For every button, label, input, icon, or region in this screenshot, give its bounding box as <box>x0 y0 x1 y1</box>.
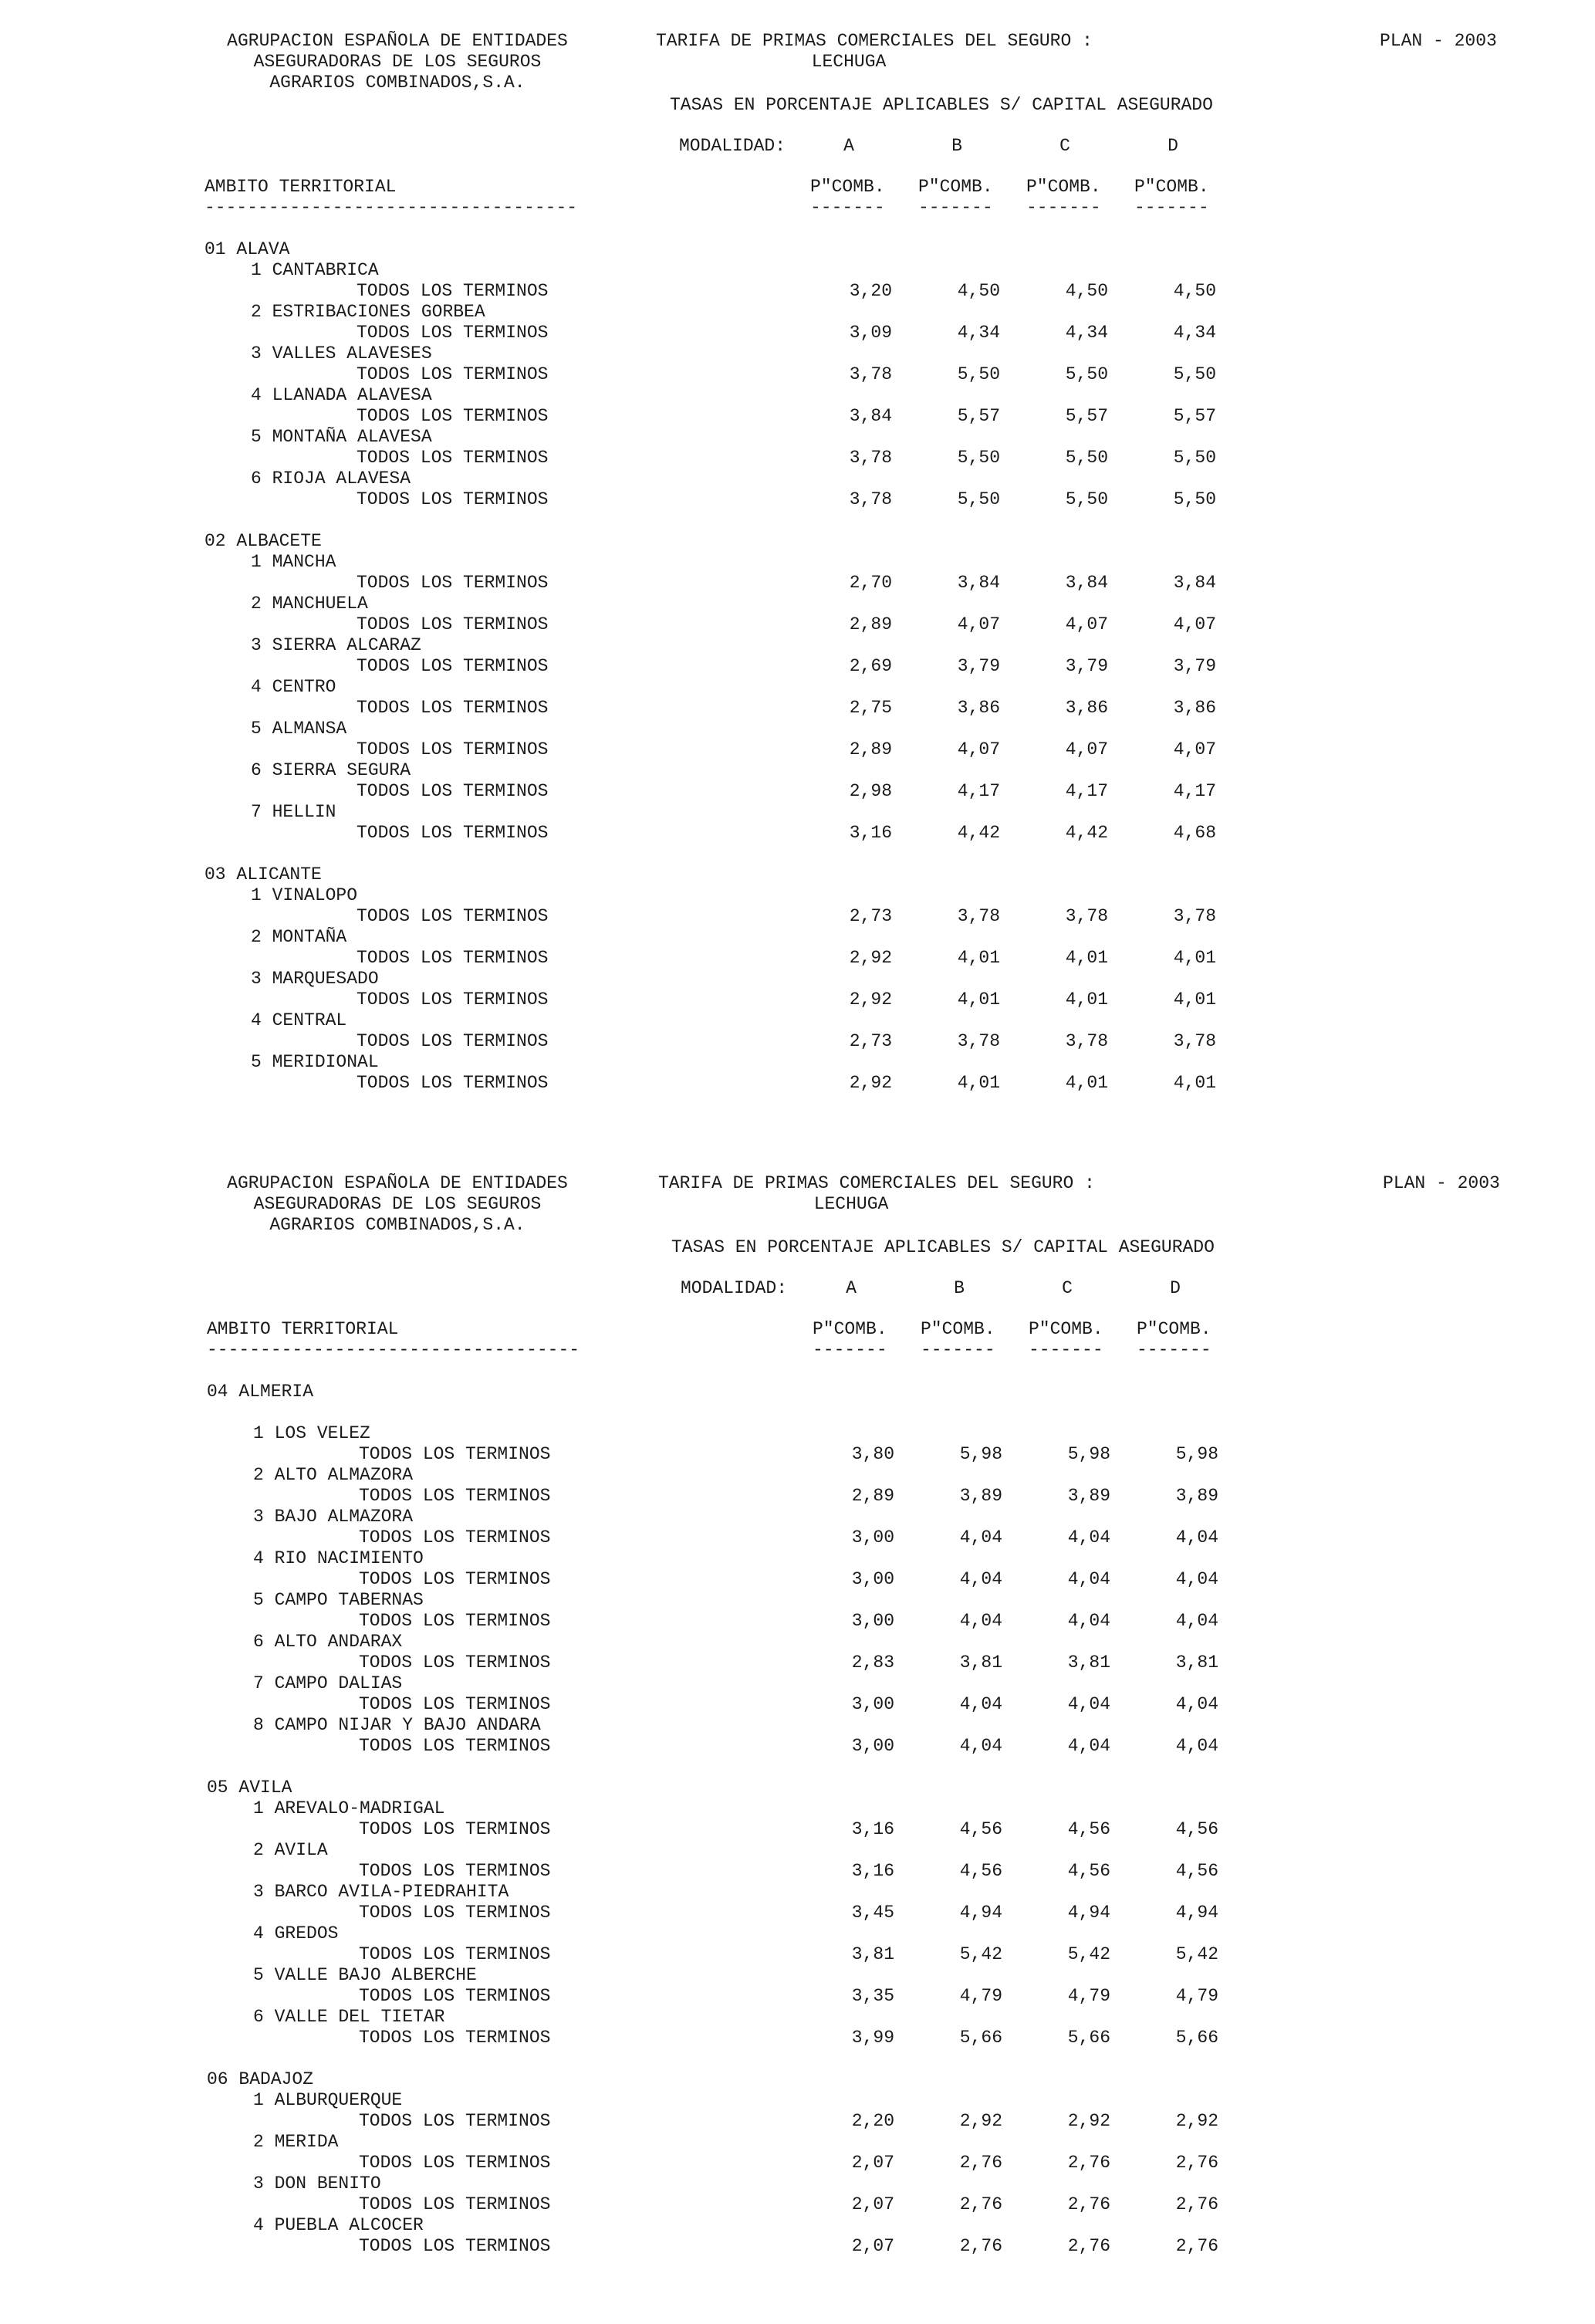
rate-value-a: 2,89 <box>849 614 892 634</box>
rate-value-a: 2,73 <box>849 906 892 926</box>
terms-label: TODOS LOS TERMINOS <box>359 1819 551 1839</box>
rate-value-d: 5,50 <box>1173 364 1216 384</box>
province-name: 04 ALMERIA <box>207 1382 314 1402</box>
comarca-name: 2 MONTAÑA <box>251 927 347 947</box>
rate-value-a: 3,45 <box>851 1903 894 1923</box>
rate-value-a: 3,78 <box>849 489 892 509</box>
comarca-name: 2 MERIDA <box>253 2132 339 2152</box>
comarca-name: 5 ALMANSA <box>251 719 347 739</box>
col-underline-b: ------- <box>921 1340 995 1360</box>
rates-title: TASAS EN PORCENTAJE APLICABLES S/ CAPITAL ASEGURADO <box>671 1237 1215 1257</box>
rate-value-b: 4,04 <box>959 1736 1002 1756</box>
terms-label: TODOS LOS TERMINOS <box>357 281 549 301</box>
rate-value-a: 3,00 <box>851 1736 894 1756</box>
col-underline-a: ------- <box>810 198 885 218</box>
comarca-name: 4 RIO NACIMIENTO <box>253 1548 424 1568</box>
rate-value-d: 5,50 <box>1173 448 1216 468</box>
rate-value-d: 5,42 <box>1175 1944 1218 1964</box>
comarca-name: 2 AVILA <box>253 1840 328 1860</box>
rate-value-d: 4,68 <box>1173 823 1216 843</box>
terms-label: TODOS LOS TERMINOS <box>359 1653 551 1673</box>
rate-value-b: 4,04 <box>959 1694 1002 1714</box>
rate-value-c: 5,57 <box>1065 406 1108 426</box>
terms-label: TODOS LOS TERMINOS <box>357 323 549 343</box>
comarca-name: 7 CAMPO DALIAS <box>253 1673 403 1693</box>
rate-value-c: 3,86 <box>1065 698 1108 718</box>
col-header-a: P"COMB. <box>813 1319 887 1339</box>
comarca-name: 2 MANCHUELA <box>251 594 368 614</box>
rate-value-c: 2,76 <box>1067 2153 1110 2173</box>
rate-value-c: 4,07 <box>1065 614 1108 634</box>
rate-value-b: 4,01 <box>957 948 1000 968</box>
col-header-c: P"COMB. <box>1029 1319 1103 1339</box>
rate-value-b: 2,76 <box>959 2194 1002 2214</box>
rate-value-d: 4,04 <box>1175 1527 1218 1548</box>
comarca-name: 5 VALLE BAJO ALBERCHE <box>253 1965 477 1985</box>
terms-label: TODOS LOS TERMINOS <box>359 2194 551 2214</box>
org-name-line-3: AGRARIOS COMBINADOS,S.A. <box>269 73 525 93</box>
rate-value-c: 5,98 <box>1067 1444 1110 1464</box>
terms-label: TODOS LOS TERMINOS <box>359 1861 551 1881</box>
rate-value-d: 4,04 <box>1175 1736 1218 1756</box>
rate-value-a: 3,16 <box>851 1861 894 1881</box>
col-underline-c: ------- <box>1026 198 1101 218</box>
comarca-name: 3 VALLES ALAVESES <box>251 343 432 364</box>
comarca-name: 1 ALBURQUERQUE <box>253 2090 403 2110</box>
rate-value-d: 4,56 <box>1175 1819 1218 1839</box>
crop-name: LECHUGA <box>811 52 887 72</box>
rate-value-b: 4,01 <box>957 1073 1000 1093</box>
terms-label: TODOS LOS TERMINOS <box>357 989 549 1010</box>
comarca-name: 4 LLANADA ALAVESA <box>251 385 432 405</box>
rate-value-c: 4,34 <box>1065 323 1108 343</box>
rate-value-d: 3,78 <box>1173 1031 1216 1051</box>
terms-label: TODOS LOS TERMINOS <box>359 1569 551 1589</box>
rate-value-b: 4,50 <box>957 281 1000 301</box>
rate-value-d: 5,66 <box>1175 2028 1218 2048</box>
terms-label: TODOS LOS TERMINOS <box>357 614 549 634</box>
col-header-d: P"COMB. <box>1137 1319 1211 1339</box>
rate-value-d: 3,86 <box>1173 698 1216 718</box>
rate-value-d: 3,79 <box>1173 656 1216 676</box>
comarca-name: 2 ESTRIBACIONES GORBEA <box>251 302 485 322</box>
modalidad-b: B <box>954 1278 965 1298</box>
rate-value-d: 5,57 <box>1173 406 1216 426</box>
terms-label: TODOS LOS TERMINOS <box>357 656 549 676</box>
rate-value-b: 4,07 <box>957 739 1000 759</box>
comarca-name: 1 VINALOPO <box>251 885 358 905</box>
rate-value-b: 3,78 <box>957 906 1000 926</box>
rate-value-c: 2,76 <box>1067 2236 1110 2256</box>
modalidad-c: C <box>1059 136 1070 156</box>
comarca-name: 8 CAMPO NIJAR Y BAJO ANDARA <box>253 1715 541 1735</box>
rate-value-a: 3,00 <box>851 1569 894 1589</box>
rate-value-d: 4,07 <box>1173 739 1216 759</box>
comarca-name: 6 RIOJA ALAVESA <box>251 469 411 489</box>
comarca-name: 1 MANCHA <box>251 552 336 572</box>
rate-value-a: 2,75 <box>849 698 892 718</box>
rate-value-d: 4,34 <box>1173 323 1216 343</box>
rate-value-b: 3,84 <box>957 573 1000 593</box>
rate-value-a: 3,80 <box>851 1444 894 1464</box>
rate-value-c: 4,56 <box>1067 1861 1110 1881</box>
province-name: 06 BADAJOZ <box>207 2069 314 2089</box>
rate-value-d: 4,01 <box>1173 948 1216 968</box>
rate-value-c: 5,50 <box>1065 364 1108 384</box>
comarca-name: 5 MERIDIONAL <box>251 1052 379 1072</box>
rate-value-a: 3,78 <box>849 364 892 384</box>
rate-value-b: 3,79 <box>957 656 1000 676</box>
rate-value-c: 4,79 <box>1067 1986 1110 2006</box>
rate-value-c: 4,94 <box>1067 1903 1110 1923</box>
rate-value-a: 2,07 <box>851 2153 894 2173</box>
comarca-name: 5 CAMPO TABERNAS <box>253 1590 424 1610</box>
ambito-underline: ----------------------------------- <box>207 1340 580 1360</box>
rate-value-d: 3,81 <box>1175 1653 1218 1673</box>
rate-value-b: 2,76 <box>959 2236 1002 2256</box>
rate-value-a: 3,20 <box>849 281 892 301</box>
rate-value-a: 3,84 <box>849 406 892 426</box>
comarca-name: 3 BARCO AVILA-PIEDRAHITA <box>253 1882 509 1902</box>
rate-value-c: 3,84 <box>1065 573 1108 593</box>
rate-value-a: 2,92 <box>849 1073 892 1093</box>
rate-value-d: 4,94 <box>1175 1903 1218 1923</box>
rate-value-a: 3,00 <box>851 1611 894 1631</box>
modalidad-c: C <box>1062 1278 1073 1298</box>
rate-value-c: 3,78 <box>1065 906 1108 926</box>
rate-value-c: 4,50 <box>1065 281 1108 301</box>
rate-value-b: 5,50 <box>957 448 1000 468</box>
rate-value-b: 4,56 <box>959 1819 1002 1839</box>
comarca-name: 2 ALTO ALMAZORA <box>253 1465 414 1485</box>
terms-label: TODOS LOS TERMINOS <box>359 1736 551 1756</box>
rate-value-d: 4,17 <box>1173 781 1216 801</box>
comarca-name: 3 SIERRA ALCARAZ <box>251 635 421 655</box>
rate-value-d: 4,01 <box>1173 989 1216 1010</box>
rate-value-d: 4,04 <box>1175 1611 1218 1631</box>
terms-label: TODOS LOS TERMINOS <box>359 1611 551 1631</box>
modalidad-a: A <box>846 1278 857 1298</box>
rate-value-c: 4,42 <box>1065 823 1108 843</box>
rate-value-d: 2,76 <box>1175 2153 1218 2173</box>
rate-value-c: 4,04 <box>1067 1527 1110 1548</box>
comarca-name: 6 SIERRA SEGURA <box>251 760 411 780</box>
col-underline-d: ------- <box>1137 1340 1211 1360</box>
province-name: 02 ALBACETE <box>204 531 322 551</box>
rate-value-d: 5,98 <box>1175 1444 1218 1464</box>
terms-label: TODOS LOS TERMINOS <box>359 2111 551 2131</box>
terms-label: TODOS LOS TERMINOS <box>357 739 549 759</box>
rate-value-a: 2,89 <box>849 739 892 759</box>
plan-label: PLAN - 2003 <box>1380 31 1497 51</box>
col-header-c: P"COMB. <box>1026 177 1101 197</box>
comarca-name: 1 LOS VELEZ <box>253 1423 370 1443</box>
comarca-name: 7 HELLIN <box>251 802 336 822</box>
rate-value-b: 4,34 <box>957 323 1000 343</box>
rate-value-d: 3,84 <box>1173 573 1216 593</box>
rate-value-c: 5,50 <box>1065 448 1108 468</box>
rate-value-c: 4,01 <box>1065 1073 1108 1093</box>
modalidad-label: MODALIDAD: <box>681 1278 788 1298</box>
rate-value-b: 4,79 <box>959 1986 1002 2006</box>
col-underline-b: ------- <box>918 198 993 218</box>
rate-value-c: 4,56 <box>1067 1819 1110 1839</box>
rate-value-b: 4,07 <box>957 614 1000 634</box>
modalidad-b: B <box>951 136 962 156</box>
rate-value-c: 4,04 <box>1067 1569 1110 1589</box>
org-name-line-2: ASEGURADORAS DE LOS SEGUROS <box>253 1194 542 1214</box>
rate-value-a: 2,07 <box>851 2194 894 2214</box>
rate-value-d: 2,76 <box>1175 2194 1218 2214</box>
rate-value-d: 4,07 <box>1173 614 1216 634</box>
rate-value-d: 4,79 <box>1175 1986 1218 2006</box>
rate-value-a: 3,00 <box>851 1694 894 1714</box>
terms-label: TODOS LOS TERMINOS <box>357 823 549 843</box>
rate-value-b: 4,94 <box>959 1903 1002 1923</box>
rate-value-a: 3,16 <box>851 1819 894 1839</box>
rate-value-b: 4,01 <box>957 989 1000 1010</box>
rate-value-c: 4,04 <box>1067 1694 1110 1714</box>
comarca-name: 4 CENTRO <box>251 677 336 697</box>
rate-value-a: 2,70 <box>849 573 892 593</box>
rate-value-a: 2,83 <box>851 1653 894 1673</box>
org-name-line-1: AGRUPACION ESPAÑOLA DE ENTIDADES <box>227 31 568 51</box>
rate-value-c: 3,78 <box>1065 1031 1108 1051</box>
ambito-underline: ----------------------------------- <box>204 198 578 218</box>
terms-label: TODOS LOS TERMINOS <box>359 2236 551 2256</box>
rate-value-d: 2,92 <box>1175 2111 1218 2131</box>
comarca-name: 4 PUEBLA ALCOCER <box>253 2215 424 2235</box>
rate-value-b: 2,92 <box>959 2111 1002 2131</box>
rates-title: TASAS EN PORCENTAJE APLICABLES S/ CAPITAL ASEGURADO <box>670 95 1213 115</box>
ambito-label: AMBITO TERRITORIAL <box>207 1319 399 1339</box>
rate-value-a: 2,69 <box>849 656 892 676</box>
rate-value-a: 3,09 <box>849 323 892 343</box>
ambito-label: AMBITO TERRITORIAL <box>204 177 397 197</box>
terms-label: TODOS LOS TERMINOS <box>359 1694 551 1714</box>
col-header-b: P"COMB. <box>918 177 993 197</box>
rate-value-c: 5,66 <box>1067 2028 1110 2048</box>
terms-label: TODOS LOS TERMINOS <box>357 781 549 801</box>
terms-label: TODOS LOS TERMINOS <box>357 698 549 718</box>
rate-value-d: 4,04 <box>1175 1694 1218 1714</box>
crop-name: LECHUGA <box>813 1194 889 1214</box>
rate-value-d: 5,50 <box>1173 489 1216 509</box>
terms-label: TODOS LOS TERMINOS <box>357 948 549 968</box>
rate-value-a: 3,16 <box>849 823 892 843</box>
terms-label: TODOS LOS TERMINOS <box>357 1073 549 1093</box>
province-name: 03 ALICANTE <box>204 864 322 885</box>
terms-label: TODOS LOS TERMINOS <box>357 1031 549 1051</box>
rate-value-b: 5,66 <box>959 2028 1002 2048</box>
comarca-name: 4 CENTRAL <box>251 1010 347 1030</box>
col-underline-a: ------- <box>813 1340 887 1360</box>
terms-label: TODOS LOS TERMINOS <box>357 573 549 593</box>
rate-value-d: 2,76 <box>1175 2236 1218 2256</box>
rate-value-c: 4,07 <box>1065 739 1108 759</box>
col-underline-d: ------- <box>1134 198 1209 218</box>
comarca-name: 6 VALLE DEL TIETAR <box>253 2007 445 2027</box>
terms-label: TODOS LOS TERMINOS <box>357 489 549 509</box>
rate-value-b: 3,81 <box>959 1653 1002 1673</box>
rate-value-c: 3,81 <box>1067 1653 1110 1673</box>
rate-value-b: 4,04 <box>959 1611 1002 1631</box>
rate-value-b: 2,76 <box>959 2153 1002 2173</box>
comarca-name: 3 DON BENITO <box>253 2173 381 2194</box>
terms-label: TODOS LOS TERMINOS <box>359 2153 551 2173</box>
rate-value-a: 2,98 <box>849 781 892 801</box>
terms-label: TODOS LOS TERMINOS <box>359 1944 551 1964</box>
rate-value-c: 3,89 <box>1067 1486 1110 1506</box>
terms-label: TODOS LOS TERMINOS <box>357 906 549 926</box>
province-name: 05 AVILA <box>207 1778 292 1798</box>
comarca-name: 3 BAJO ALMAZORA <box>253 1507 414 1527</box>
rate-value-b: 4,56 <box>959 1861 1002 1881</box>
tariff-title: TARIFA DE PRIMAS COMERCIALES DEL SEGURO : <box>658 1173 1095 1193</box>
rate-value-c: 4,04 <box>1067 1736 1110 1756</box>
terms-label: TODOS LOS TERMINOS <box>359 2028 551 2048</box>
rate-value-c: 4,17 <box>1065 781 1108 801</box>
terms-label: TODOS LOS TERMINOS <box>359 1444 551 1464</box>
terms-label: TODOS LOS TERMINOS <box>359 1986 551 2006</box>
rate-value-b: 5,57 <box>957 406 1000 426</box>
rate-value-b: 4,04 <box>959 1527 1002 1548</box>
terms-label: TODOS LOS TERMINOS <box>357 406 549 426</box>
rate-value-b: 5,50 <box>957 489 1000 509</box>
rate-value-c: 3,79 <box>1065 656 1108 676</box>
modalidad-d: D <box>1168 136 1178 156</box>
rate-value-a: 2,92 <box>849 989 892 1010</box>
rate-value-a: 2,92 <box>849 948 892 968</box>
rate-value-d: 4,50 <box>1173 281 1216 301</box>
rate-value-d: 4,56 <box>1175 1861 1218 1881</box>
comarca-name: 1 AREVALO-MADRIGAL <box>253 1798 445 1818</box>
rate-value-d: 3,89 <box>1175 1486 1218 1506</box>
rate-value-d: 3,78 <box>1173 906 1216 926</box>
modalidad-label: MODALIDAD: <box>679 136 786 156</box>
rate-value-a: 3,00 <box>851 1527 894 1548</box>
modalidad-a: A <box>843 136 854 156</box>
rate-value-a: 3,99 <box>851 2028 894 2048</box>
rate-value-d: 4,04 <box>1175 1569 1218 1589</box>
rate-value-a: 2,89 <box>851 1486 894 1506</box>
comarca-name: 5 MONTAÑA ALAVESA <box>251 427 432 447</box>
comarca-name: 6 ALTO ANDARAX <box>253 1632 403 1652</box>
rate-value-c: 2,76 <box>1067 2194 1110 2214</box>
rate-value-c: 5,42 <box>1067 1944 1110 1964</box>
terms-label: TODOS LOS TERMINOS <box>359 1486 551 1506</box>
col-header-a: P"COMB. <box>810 177 885 197</box>
province-name: 01 ALAVA <box>204 239 290 259</box>
rate-value-a: 2,20 <box>851 2111 894 2131</box>
rate-value-c: 4,01 <box>1065 989 1108 1010</box>
org-name-line-2: ASEGURADORAS DE LOS SEGUROS <box>253 52 542 72</box>
terms-label: TODOS LOS TERMINOS <box>359 1903 551 1923</box>
rate-value-b: 3,78 <box>957 1031 1000 1051</box>
rate-value-b: 5,42 <box>959 1944 1002 1964</box>
plan-label: PLAN - 2003 <box>1383 1173 1500 1193</box>
rate-value-b: 5,98 <box>959 1444 1002 1464</box>
tariff-title: TARIFA DE PRIMAS COMERCIALES DEL SEGURO : <box>656 31 1093 51</box>
modalidad-d: D <box>1170 1278 1181 1298</box>
rate-value-b: 3,86 <box>957 698 1000 718</box>
rate-value-c: 4,01 <box>1065 948 1108 968</box>
rate-value-a: 2,07 <box>851 2236 894 2256</box>
comarca-name: 4 GREDOS <box>253 1923 339 1943</box>
rate-value-a: 3,81 <box>851 1944 894 1964</box>
rate-value-b: 4,17 <box>957 781 1000 801</box>
col-underline-c: ------- <box>1029 1340 1103 1360</box>
rate-value-c: 5,50 <box>1065 489 1108 509</box>
rate-value-a: 2,73 <box>849 1031 892 1051</box>
rate-value-c: 4,04 <box>1067 1611 1110 1631</box>
col-header-b: P"COMB. <box>921 1319 995 1339</box>
terms-label: TODOS LOS TERMINOS <box>357 364 549 384</box>
rate-value-c: 2,92 <box>1067 2111 1110 2131</box>
rate-value-b: 4,42 <box>957 823 1000 843</box>
rate-value-b: 4,04 <box>959 1569 1002 1589</box>
terms-label: TODOS LOS TERMINOS <box>357 448 549 468</box>
org-name-line-1: AGRUPACION ESPAÑOLA DE ENTIDADES <box>227 1173 568 1193</box>
comarca-name: 1 CANTABRICA <box>251 260 379 280</box>
rate-value-b: 5,50 <box>957 364 1000 384</box>
rate-value-a: 3,35 <box>851 1986 894 2006</box>
terms-label: TODOS LOS TERMINOS <box>359 1527 551 1548</box>
rate-value-d: 4,01 <box>1173 1073 1216 1093</box>
rate-value-b: 3,89 <box>959 1486 1002 1506</box>
col-header-d: P"COMB. <box>1134 177 1209 197</box>
comarca-name: 3 MARQUESADO <box>251 969 379 989</box>
rate-value-a: 3,78 <box>849 448 892 468</box>
org-name-line-3: AGRARIOS COMBINADOS,S.A. <box>269 1215 525 1235</box>
